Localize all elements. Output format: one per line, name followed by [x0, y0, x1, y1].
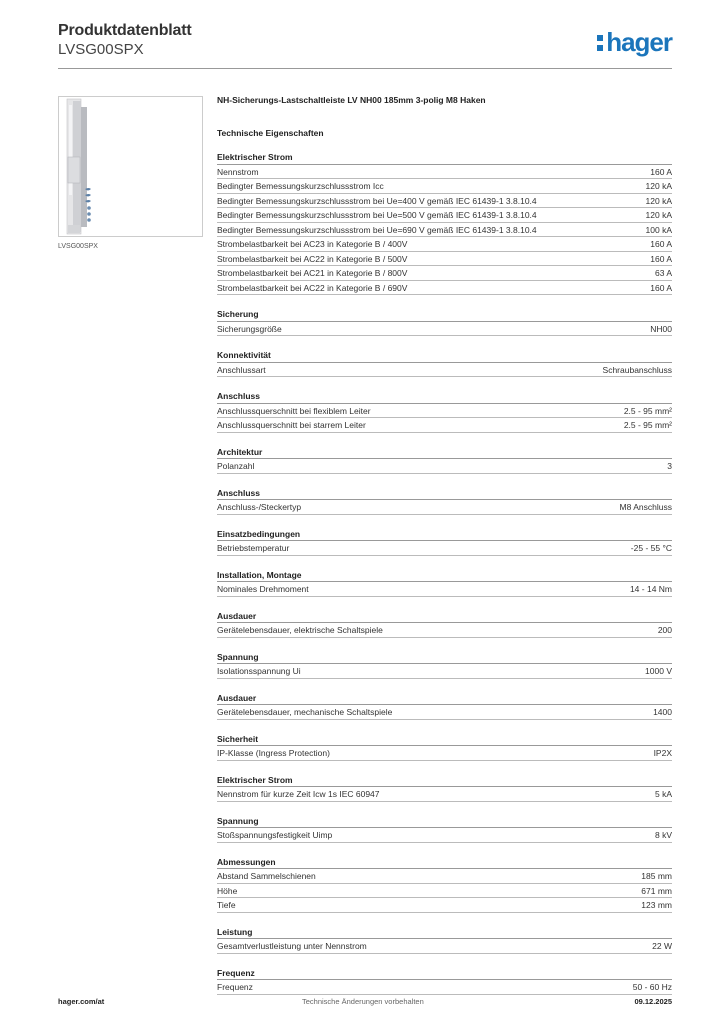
spec-value: 160 A [650, 282, 672, 293]
spec-value: 50 - 60 Hz [632, 982, 672, 992]
spec-value: NH00 [650, 323, 672, 334]
spec-row [217, 884, 672, 899]
spec-label: Anschluss-/Steckertyp [217, 502, 302, 512]
logo-text: hager [606, 26, 672, 57]
spec-label: Sicherungsgröße [217, 323, 282, 334]
spec-value: 120 kA [645, 210, 672, 220]
spec-group-title: Leistung [217, 926, 672, 940]
spec-group [217, 446, 672, 474]
spec-group [217, 926, 672, 954]
spec-value: 63 A [654, 268, 672, 278]
spec-group [217, 733, 672, 761]
spec-group [217, 569, 672, 597]
spec-group-title: Abmessungen [217, 856, 672, 870]
hager-logo [597, 26, 672, 58]
page-title: Produktdatenblatt [58, 22, 192, 39]
spec-row [217, 223, 672, 238]
spec-group [217, 967, 672, 995]
spec-value: IP2X [653, 748, 672, 758]
spec-row [217, 939, 672, 954]
spec-row [217, 459, 672, 474]
product-image-caption: LVSG00SPX [58, 243, 98, 250]
spec-value: 200 [657, 625, 672, 635]
fuse-switch-rail-icon [59, 97, 202, 236]
spec-row [217, 828, 672, 843]
spec-row [217, 623, 672, 638]
spec-label: Gerätelebensdauer, elektrische Schaltspiele [217, 625, 383, 635]
spec-group-title: Sicherung [217, 308, 672, 322]
spec-label: Strombelastbarkeit bei AC23 in Kategorie B / 400V [217, 239, 408, 249]
spec-value: 120 kA [645, 181, 672, 191]
spec-group-title: Sicherheit [217, 733, 672, 747]
spec-row [217, 322, 672, 337]
spec-label: Bedingter Bemessungskurzschlussstrom bei Ue=690 V gemäß IEC 61439-1 3.8.10.4 [217, 224, 537, 235]
spec-value: 8 kV [654, 830, 672, 840]
spec-groups [217, 151, 672, 995]
spec-group-title: Ausdauer [217, 610, 672, 624]
spec-row [217, 179, 672, 194]
spec-label: Nennstrom [217, 166, 259, 177]
spec-group [217, 349, 672, 377]
spec-row [217, 980, 672, 995]
product-image [58, 96, 203, 237]
spec-label: Bedingter Bemessungskurzschlussstrom bei Ue=400 V gemäß IEC 61439-1 3.8.10.4 [217, 195, 537, 206]
spec-group [217, 815, 672, 843]
spec-value: 185 mm [641, 871, 672, 881]
spec-row [217, 418, 672, 433]
spec-value: 160 A [650, 239, 672, 249]
spec-row [217, 898, 672, 913]
spec-row [217, 252, 672, 267]
spec-group-title: Spannung [217, 815, 672, 829]
spec-row [217, 404, 672, 419]
spec-group-title: Konnektivität [217, 349, 672, 363]
spec-label: Polanzahl [217, 461, 255, 471]
spec-group-title: Elektrischer Strom [217, 774, 672, 788]
spec-group-title: Elektrischer Strom [217, 151, 672, 165]
spec-group-title: Architektur [217, 446, 672, 460]
spec-label: Frequenz [217, 982, 253, 992]
spec-value: 2.5 - 95 mm² [623, 405, 672, 416]
spec-row [217, 582, 672, 597]
spec-value: 2.5 - 95 mm² [623, 420, 672, 430]
spec-row [217, 664, 672, 679]
spec-row [217, 208, 672, 223]
spec-group [217, 151, 672, 295]
spec-group-title: Frequenz [217, 967, 672, 981]
spec-row [217, 705, 672, 720]
spec-group [217, 528, 672, 556]
spec-row [217, 500, 672, 515]
spec-heading: Technische Eigenschaften [217, 128, 324, 138]
spec-value: 22 W [652, 941, 672, 951]
spec-value: M8 Anschluss [619, 502, 672, 512]
spec-group-title: Ausdauer [217, 692, 672, 706]
spec-label: Bedingter Bemessungskurzschlussstrom bei Ue=500 V gemäß IEC 61439-1 3.8.10.4 [217, 210, 537, 220]
spec-group-title: Anschluss [217, 390, 672, 404]
spec-value: 160 A [650, 166, 672, 177]
spec-group-title: Spannung [217, 651, 672, 665]
logo-dots-icon [597, 35, 603, 51]
footer-notice: Technische Änderungen vorbehalten [302, 997, 424, 1006]
spec-label: Gesamtverlustleistung unter Nennstrom [217, 941, 367, 951]
spec-label: Tiefe [217, 900, 236, 910]
spec-row [217, 266, 672, 281]
spec-label: Strombelastbarkeit bei AC22 in Kategorie B / 500V [217, 253, 408, 264]
product-name: NH-Sicherungs-Lastschaltleiste LV NH00 185mm 3-polig M8 Haken [217, 95, 486, 105]
spec-group-title: Anschluss [217, 487, 672, 501]
spec-value: 160 A [650, 253, 672, 264]
spec-value: 120 kA [645, 195, 672, 206]
spec-row [217, 194, 672, 209]
spec-row [217, 541, 672, 556]
spec-row [217, 281, 672, 296]
spec-row [217, 165, 672, 180]
spec-label: Stoßspannungsfestigkeit Uimp [217, 830, 333, 840]
product-code: LVSG00SPX [58, 41, 144, 58]
spec-group [217, 610, 672, 638]
spec-value: -25 - 55 °C [630, 543, 672, 553]
spec-label: Nennstrom für kurze Zeit Icw 1s IEC 60947 [217, 789, 380, 799]
spec-label: Anschlussart [217, 364, 266, 375]
spec-value: 123 mm [641, 900, 672, 910]
footer-website: hager.com/at [58, 997, 105, 1006]
spec-row [217, 237, 672, 252]
spec-group [217, 487, 672, 515]
spec-label: Betriebstemperatur [217, 543, 290, 553]
spec-group [217, 856, 672, 913]
spec-label: Isolationsspannung Ui [217, 666, 301, 676]
spec-label: Bedingter Bemessungskurzschlussstrom Icc [217, 181, 384, 191]
spec-label: Gerätelebensdauer, mechanische Schaltspiele [217, 707, 393, 717]
spec-group-title: Einsatzbedingungen [217, 528, 672, 542]
spec-value: 1000 V [645, 666, 672, 676]
spec-group [217, 692, 672, 720]
header-divider [58, 68, 672, 69]
spec-label: Höhe [217, 885, 238, 896]
spec-label: Strombelastbarkeit bei AC22 in Kategorie B / 690V [217, 282, 408, 293]
spec-group [217, 774, 672, 802]
spec-row [217, 746, 672, 761]
spec-value: 5 kA [654, 789, 672, 799]
spec-value: 1400 [653, 707, 672, 717]
spec-row [217, 787, 672, 802]
spec-group [217, 390, 672, 433]
spec-label: Anschlussquerschnitt bei flexiblem Leiter [217, 405, 371, 416]
spec-group [217, 308, 672, 336]
spec-label: Anschlussquerschnitt bei starrem Leiter [217, 420, 366, 430]
spec-label: Strombelastbarkeit bei AC21 in Kategorie B / 800V [217, 268, 408, 278]
spec-group [217, 651, 672, 679]
spec-value: Schraubanschluss [602, 364, 672, 375]
spec-value: 14 - 14 Nm [629, 584, 672, 594]
datasheet-content [217, 95, 672, 1008]
footer-date: 09.12.2025 [634, 997, 672, 1006]
spec-label: Nominales Drehmoment [217, 584, 309, 594]
spec-row [217, 869, 672, 884]
spec-value: 3 [667, 461, 672, 471]
spec-label: Abstand Sammelschienen [217, 871, 316, 881]
spec-label: IP-Klasse (Ingress Protection) [217, 748, 330, 758]
spec-value: 671 mm [641, 885, 672, 896]
spec-row [217, 363, 672, 378]
spec-value: 100 kA [645, 224, 672, 235]
spec-group-title: Installation, Montage [217, 569, 672, 583]
